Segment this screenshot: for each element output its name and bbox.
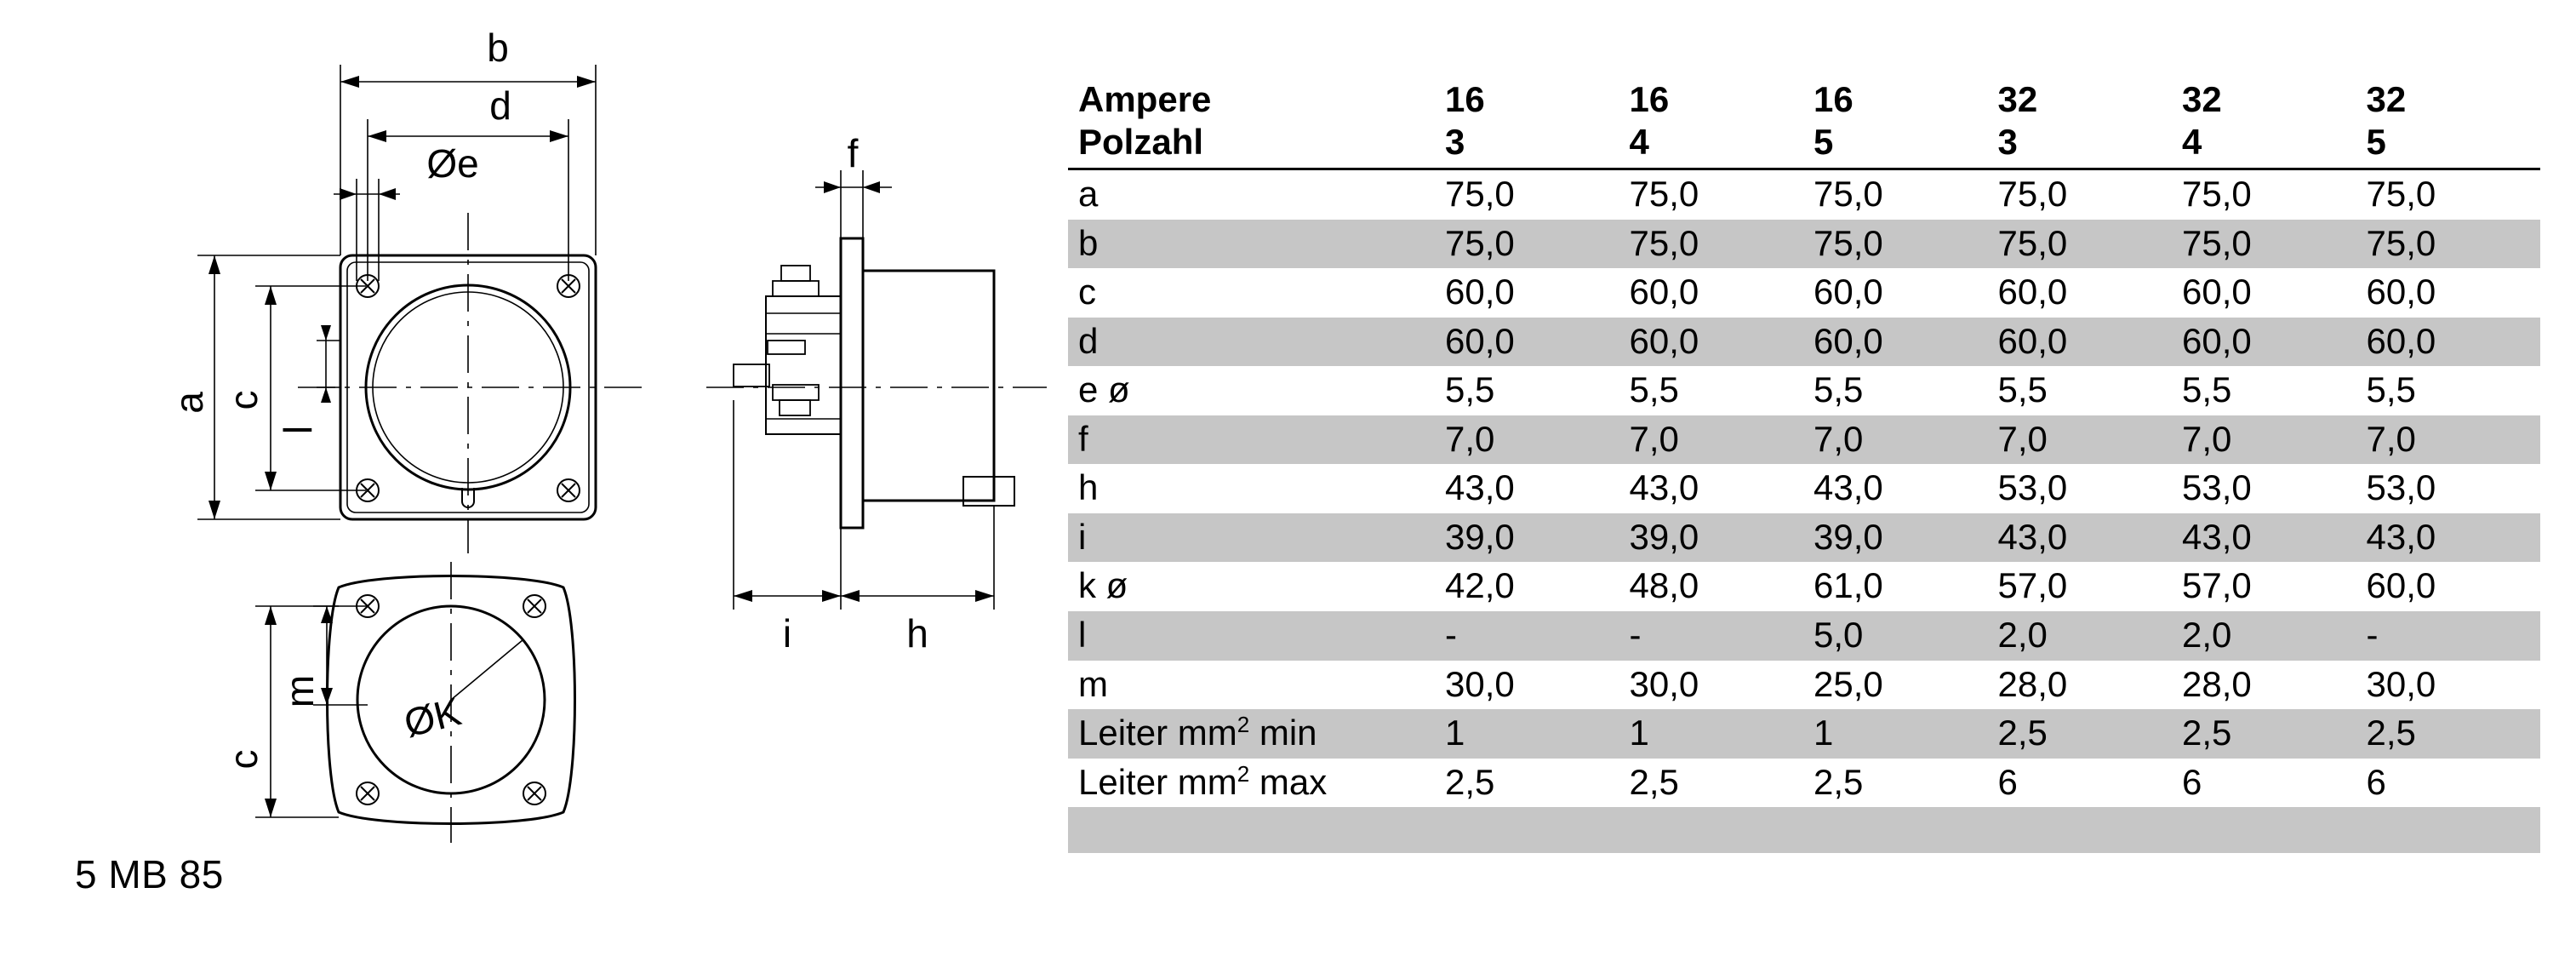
row-value-2: 75,0 (1629, 174, 1699, 215)
row-value-1: 42,0 (1444, 565, 1515, 606)
row-value-3: 2,5 (1813, 761, 1864, 802)
table-header-row (1068, 75, 2540, 169)
row-value-1: 60,0 (1444, 272, 1515, 312)
row-value-5: 7,0 (2172, 415, 2356, 465)
row-value-1: 30,0 (1444, 663, 1515, 704)
dim-label-a: a (167, 392, 211, 414)
row-value-1: 39,0 (1435, 513, 1619, 563)
dim-label-c-rear: c (221, 749, 266, 770)
header-column-6 (2356, 75, 2540, 169)
row-label: Leiter $mm^2$ max (1078, 760, 1328, 802)
row-value-4: 60,0 (1987, 318, 2172, 367)
row-label: h (1078, 467, 1099, 508)
header-polzahl-value: 3 (1444, 121, 1465, 162)
row-value-6: 60,0 (2366, 565, 2436, 606)
row-value-4: 5,5 (1997, 369, 2048, 410)
dim-label-m: m (277, 674, 322, 708)
header-ampere-value: 16 (1629, 79, 1670, 119)
row-value-3: 5,0 (1803, 611, 1988, 661)
row-value-4: 60,0 (1997, 272, 2068, 312)
row-value-6: 75,0 (2356, 220, 2540, 269)
row-label: e ø (1078, 369, 1130, 410)
header-column-2 (1619, 75, 1803, 169)
header-polzahl-value: 5 (2366, 121, 2386, 162)
row-value-2: 5,5 (1629, 369, 1679, 410)
row-label: f (1068, 415, 1435, 465)
row-value-3: 75,0 (1813, 174, 1883, 215)
table-row (1068, 464, 2540, 513)
row-value-2: 60,0 (1629, 272, 1699, 312)
row-label: c (1078, 272, 1096, 312)
table-row (1068, 318, 2540, 367)
row-value-4: 7,0 (1987, 415, 2172, 465)
row-value-2: 75,0 (1619, 220, 1803, 269)
row-value-1: 1 (1435, 709, 1619, 759)
table-footer-spacer-row (1068, 807, 2540, 853)
row-value-1: 60,0 (1435, 318, 1619, 367)
header-column-1 (1435, 75, 1619, 169)
row-value-3: 43,0 (1813, 467, 1883, 508)
header-label-cell (1068, 75, 1435, 169)
row-value-6: 75,0 (2366, 174, 2436, 215)
dim-label-h: h (906, 611, 928, 656)
table-row (1068, 415, 2540, 465)
header-ampere: Ampere (1078, 79, 1212, 119)
table-row (1068, 366, 2540, 415)
header-ampere-value: 32 (2181, 79, 2222, 119)
row-label: d (1068, 318, 1435, 367)
table-row (1068, 220, 2540, 269)
table-row (1068, 661, 2540, 710)
row-value-1: 75,0 (1435, 220, 1619, 269)
spacer-cell (1435, 807, 1619, 853)
dim-label-d: d (489, 83, 511, 128)
row-value-6: 7,0 (2356, 415, 2540, 465)
dim-label-c-front: c (221, 390, 266, 410)
table-row (1068, 268, 2540, 318)
header-column-3 (1803, 75, 1988, 169)
row-label: m (1078, 663, 1108, 704)
spacer-cell (2356, 807, 2540, 853)
row-value-4: 53,0 (1997, 467, 2068, 508)
dim-label-oe: Øe (426, 141, 479, 186)
row-value-3: 39,0 (1803, 513, 1988, 563)
header-column-5 (2172, 75, 2356, 169)
spacer-cell (2172, 807, 2356, 853)
technical-drawing (0, 0, 1064, 962)
row-value-5: 43,0 (2172, 513, 2356, 563)
row-label: k ø (1078, 565, 1128, 606)
row-value-2: 48,0 (1629, 565, 1699, 606)
header-polzahl-value: 5 (1813, 121, 1834, 162)
row-value-1: 7,0 (1435, 415, 1619, 465)
dim-label-b: b (487, 26, 509, 70)
row-label: b (1068, 220, 1435, 269)
row-value-3: 75,0 (1803, 220, 1988, 269)
dim-label-ok: ØK (399, 689, 466, 746)
row-value-6: 43,0 (2356, 513, 2540, 563)
row-value-2: 30,0 (1629, 663, 1699, 704)
row-value-2: 39,0 (1619, 513, 1803, 563)
row-value-6: 60,0 (2366, 272, 2436, 312)
row-value-4: 28,0 (1997, 663, 2068, 704)
row-value-4: 57,0 (1997, 565, 2068, 606)
header-ampere-value: 16 (1813, 79, 1853, 119)
row-value-2: 1 (1619, 709, 1803, 759)
row-value-5: 53,0 (2181, 467, 2252, 508)
row-value-6: 60,0 (2356, 318, 2540, 367)
row-value-2: - (1619, 611, 1803, 661)
spacer-cell (1068, 807, 1435, 853)
row-value-4: 2,5 (1987, 709, 2172, 759)
header-ampere-value: 32 (2366, 79, 2407, 119)
header-polzahl-value: 4 (2181, 121, 2202, 162)
row-value-3: 1 (1803, 709, 1988, 759)
row-value-6: 5,5 (2366, 369, 2416, 410)
row-value-4: 6 (1997, 761, 2018, 802)
spec-table (1068, 75, 2540, 853)
row-value-2: 7,0 (1619, 415, 1803, 465)
row-value-3: 5,5 (1813, 369, 1864, 410)
row-value-3: 25,0 (1813, 663, 1883, 704)
row-value-6: 2,5 (2356, 709, 2540, 759)
row-value-5: 60,0 (2172, 318, 2356, 367)
row-value-3: 7,0 (1803, 415, 1988, 465)
row-value-5: 5,5 (2181, 369, 2232, 410)
row-label: l (1068, 611, 1435, 661)
header-polzahl: Polzahl (1078, 121, 1204, 162)
row-value-1: 75,0 (1444, 174, 1515, 215)
table-row (1068, 169, 2540, 220)
row-label: i (1068, 513, 1435, 563)
spacer-cell (1987, 807, 2172, 853)
header-polzahl-value: 4 (1629, 121, 1649, 162)
row-value-6: - (2356, 611, 2540, 661)
row-value-1: 43,0 (1444, 467, 1515, 508)
row-value-3: 61,0 (1813, 565, 1883, 606)
row-value-5: 75,0 (2181, 174, 2252, 215)
header-column-4 (1987, 75, 2172, 169)
spec-table-wrapper (1068, 75, 2549, 853)
row-value-3: 60,0 (1813, 272, 1883, 312)
table-row (1068, 709, 2540, 759)
row-value-1: - (1435, 611, 1619, 661)
dim-label-i: i (782, 611, 792, 656)
row-value-1: 5,5 (1444, 369, 1495, 410)
row-value-3: 60,0 (1803, 318, 1988, 367)
row-value-2: 60,0 (1619, 318, 1803, 367)
row-value-5: 75,0 (2172, 220, 2356, 269)
spacer-cell (1803, 807, 1988, 853)
dim-label-l: l (276, 425, 320, 435)
row-label: a (1078, 174, 1099, 215)
table-row (1068, 562, 2540, 611)
header-polzahl-value: 3 (1997, 121, 2018, 162)
row-value-5: 60,0 (2181, 272, 2252, 312)
row-value-6: 6 (2366, 761, 2386, 802)
row-value-6: 53,0 (2366, 467, 2436, 508)
dim-label-f: f (847, 131, 859, 175)
row-value-2: 2,5 (1629, 761, 1679, 802)
row-value-2: 43,0 (1629, 467, 1699, 508)
header-ampere-value: 16 (1444, 79, 1485, 119)
spacer-cell (1619, 807, 1803, 853)
row-value-4: 75,0 (1987, 220, 2172, 269)
row-value-5: 28,0 (2181, 663, 2252, 704)
row-value-1: 2,5 (1444, 761, 1495, 802)
table-row (1068, 611, 2540, 661)
part-number: 5 MB 85 (75, 852, 224, 896)
row-value-5: 2,0 (2172, 611, 2356, 661)
row-value-5: 57,0 (2181, 565, 2252, 606)
row-value-6: 30,0 (2366, 663, 2436, 704)
table-row (1068, 759, 2540, 808)
row-label: Leiter $mm^2$ min (1068, 709, 1435, 759)
row-value-5: 2,5 (2172, 709, 2356, 759)
table-row (1068, 513, 2540, 563)
row-value-5: 6 (2181, 761, 2202, 802)
header-ampere-value: 32 (1997, 79, 2038, 119)
row-value-4: 2,0 (1987, 611, 2172, 661)
row-value-4: 75,0 (1997, 174, 2068, 215)
row-value-4: 43,0 (1987, 513, 2172, 563)
